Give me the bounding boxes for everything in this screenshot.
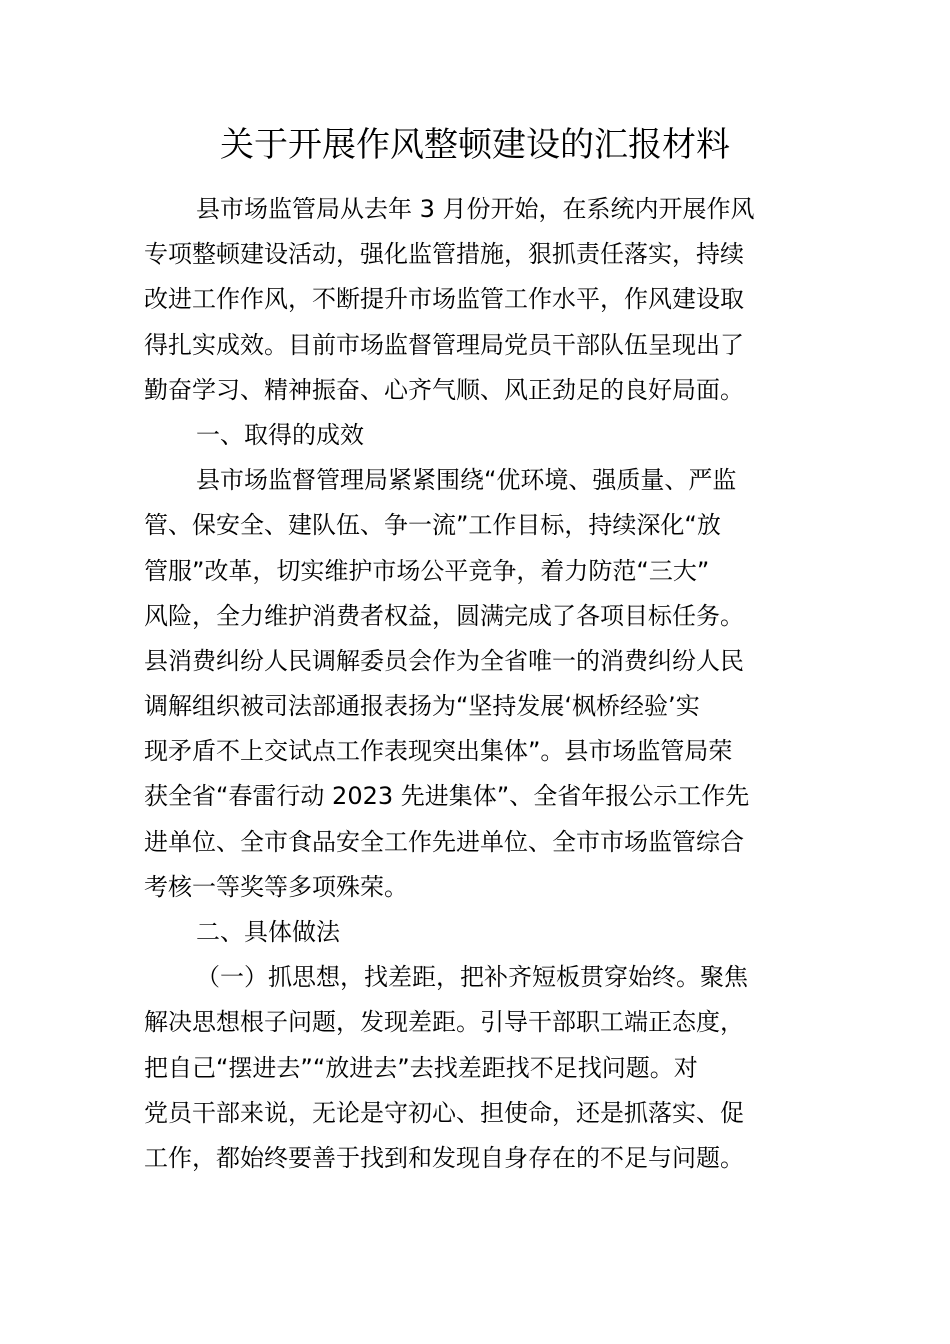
body-line: 得扎实成效。目前市场监督管理局党员干部队伍呈现出了 (144, 330, 744, 359)
body-line: 现矛盾不上交试点工作表现突出集体”。县市场监管局荣 (144, 737, 733, 766)
body-line: 进单位、全市食品安全工作先进单位、全市市场监管综合 (144, 827, 744, 856)
body-line: 改进工作作风，不断提升市场监管工作水平，作风建设取 (144, 285, 744, 314)
body-line: 管、保安全、建队伍、争一流”工作目标，持续深化“放 (144, 511, 721, 540)
body-line: 考核一等奖等多项殊荣。 (144, 872, 408, 901)
body-line: 党员干部来说，无论是守初心、担使命，还是抓落实、促 (144, 1098, 744, 1127)
body-line: 解决思想根子问题，发现差距。引导干部职工端正态度， (144, 1008, 744, 1037)
body-line: 一、取得的成效 (196, 420, 364, 449)
body-line: 管服”改革，切实维护市场公平竞争，着力防范“三大” (144, 556, 710, 585)
body-line: （一）抓思想，找差距，把补齐短板贯穿始终。聚焦 (196, 963, 748, 992)
body-line: 获全省“春雷行动 2023 先进集体”、全省年报公示工作先 (144, 782, 750, 811)
body-line: 专项整顿建设活动，强化监管措施，狠抓责任落实，持续 (144, 240, 744, 269)
body-line: 县市场监督管理局紧紧围绕“优环境、强质量、严监 (196, 466, 737, 495)
body-line: 县市场监管局从去年 3 月份开始，在系统内开展作风 (196, 195, 755, 223)
body-line: 把自己“摆进去”“放进去”去找差距找不足找问题。对 (144, 1053, 698, 1082)
body-line: 工作，都始终要善于找到和发现自身存在的不足与问题。 (144, 1143, 744, 1172)
body-line: 县消费纠纷人民调解委员会作为全省唯一的消费纠纷人民 (144, 646, 744, 675)
document-title: 关于开展作风整顿建设的汇报材料 (220, 125, 730, 165)
body-line: 勤奋学习、精神振奋、心齐气顺、风正劲足的良好局面。 (144, 375, 744, 404)
body-line: 风险，全力维护消费者权益，圆满完成了各项目标任务。 (144, 601, 744, 630)
document-body (144, 187, 814, 1181)
body-line: 调解组织被司法部通报表扬为“坚持发展‘枫桥经验’实 (144, 692, 700, 721)
body-line: 二、具体做法 (196, 918, 340, 946)
